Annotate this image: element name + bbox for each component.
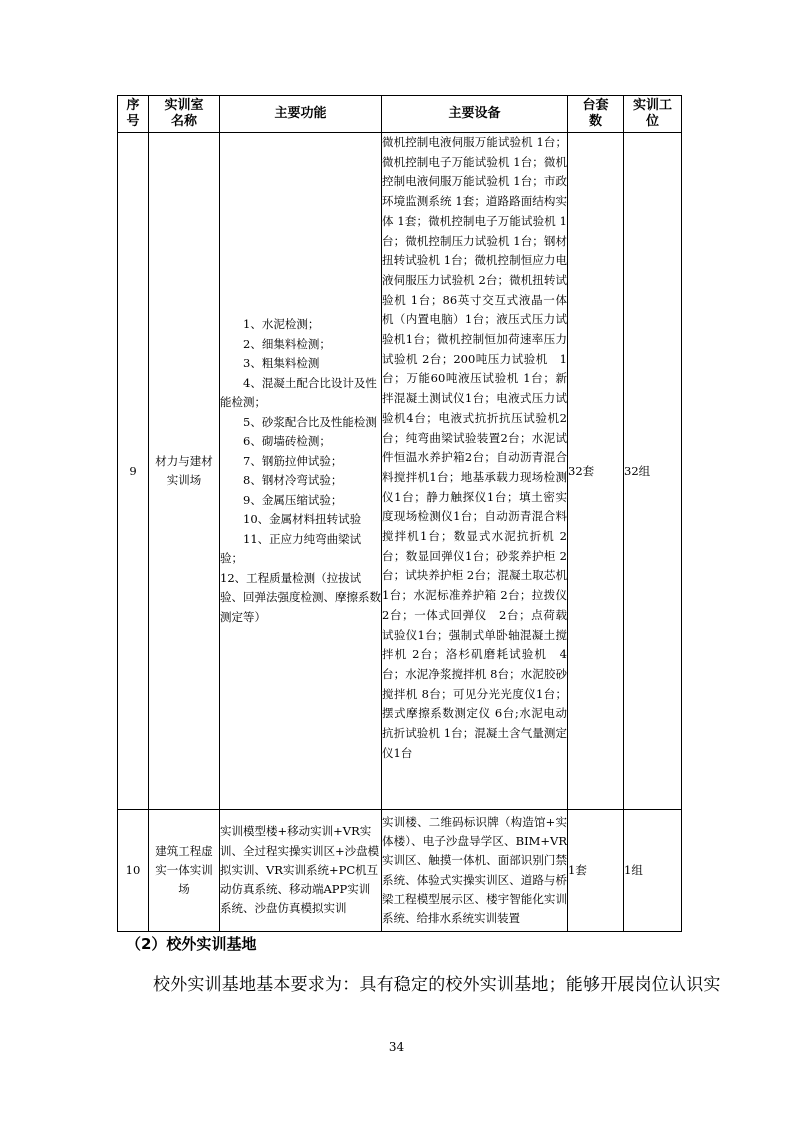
function-item: 10、金属材料扭转试验 [243, 512, 362, 526]
function-item: 11、正应力纯弯曲梁试验； [220, 531, 362, 565]
training-room-table [117, 95, 682, 932]
header-main-function: 主要功能 [220, 96, 382, 133]
equipment-list: 实训楼、二维码标识牌（构造馆+实体楼）、电子沙盘导学区、BIM+VR实训区、触摸一体机、面部识别门禁系统、体验式实操实训区、道路与桥梁工程模型展示区、楼宇智能化实训系统、给排水系统实训装置 [382, 810, 568, 932]
function-list [220, 133, 382, 810]
header-set-count: 台套 数 [568, 96, 624, 133]
section-heading: （2）校外实训基地 [126, 935, 257, 953]
room-name: 建筑工程虚 实一体实训 场 [149, 810, 220, 932]
function-item: 9、金属压缩试验； [243, 492, 343, 507]
page-number: 34 [388, 1040, 405, 1054]
function-item: 3、粗集料检测 [243, 356, 320, 370]
set-count: 1套 [568, 810, 624, 932]
table-header-row [118, 96, 682, 133]
station-count: 32组 [624, 133, 682, 810]
header-main-equipment: 主要设备 [382, 96, 568, 133]
function-item: 6、砌墙砖检测； [243, 434, 331, 448]
function-item: 5、砂浆配合比及性能检测 [243, 414, 377, 429]
function-item: 1、水泥检测； [243, 317, 320, 331]
room-name: 材力与建材 实训场 [149, 133, 220, 810]
set-count: 32套 [568, 133, 624, 810]
function-item: 4、混凝土配合比设计及性能检测； [220, 375, 377, 409]
header-stations: 实训工 位 [624, 96, 682, 133]
header-room-name: 实训室 名称 [149, 96, 220, 133]
function-item: 7、钢筋拉伸试验； [243, 453, 343, 468]
table-row [118, 133, 682, 810]
row-number: 9 [118, 133, 149, 810]
function-item: 2、细集料检测； [243, 336, 331, 351]
station-count: 1组 [624, 810, 682, 932]
equipment-list: 微机控制电液伺服万能试验机 1台；微机控制电子万能试验机 1台；微机控制电液伺服万能试验机 1台；市政环境监测系统 1套；道路路面结构实体 1套；微机控制电子万能试验机 1台；微机控制压力试验机 1台；钢材扭转试验机 1台；微机控制恒应力电液伺服压力试验机 2台；微机扭转试验机 1台；86英寸交互式液晶一体机（内置电脑）1台；液压式压力试验机1台；微机控制恒加荷速率压力试验机 2台；200吨压力试验机 1台；万能60吨液压试验机 1台；新拌混凝土测试仪1台；电液式压力试验机4台；电液式抗折抗压试验机2台；纯弯曲梁试验装置2台；水泥试件恒温水养护箱2台；自动沥青混合料搅拌机1台；地基承载力现场检测仪1台；静力触探仪1台；填土密实度现场检测仪1台；自动沥青混合料搅拌机1台；数显式水泥抗折机 2台；数显回弹仪1台；砂浆养护柜 2台；试块养护柜 2台；混凝土取芯机1台；水泥标准养护箱 2台；拉拨仪2台；一体式回弹仪 2台；点荷载试验仪1台；强制式单卧轴混凝土搅拌机 2台；洛杉矶磨耗试验机 4台；水泥净浆搅拌机 8台；水泥胶砂搅拌机 8台；可见分光光度仪1台；摆式摩擦系数测定仪 6台;水泥电动抗折试验机 1台；混凝土含气量测定仪1台 [382, 133, 568, 810]
body-paragraph: 校外实训基地基本要求为：具有稳定的校外实训基地；能够开展岗位认识实 [153, 975, 721, 995]
header-seq: 序 号 [118, 96, 149, 133]
row-number: 10 [118, 810, 149, 932]
function-item: 8、钢材冷弯试验； [243, 473, 343, 487]
function-list: 实训模型楼+移动实训+VR实训、全过程实操实训区+沙盘模拟实训、VR实训系统+PC机互动仿真系统、移动端APP实训系统、沙盘仿真模拟实训 [220, 810, 382, 932]
table-row [118, 810, 682, 932]
function-item: 12、工程质量检测（拉拔试验、回弹法强度检测、摩擦系数测定等） [220, 570, 381, 624]
